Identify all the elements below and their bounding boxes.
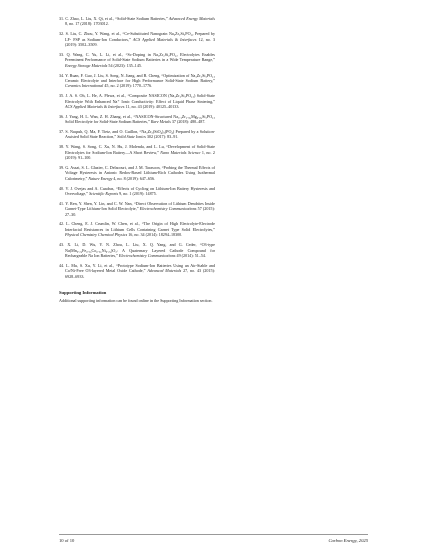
- reference-text: C. Zhao, L. Liu, X. Qi, et al., “Solid-State Sodium Batteries,”: [65, 16, 169, 21]
- reference-number: 37.: [59, 129, 65, 135]
- reference-details: 54 (2023): 135–145.: [107, 62, 142, 68]
- reference-item: [59, 165, 215, 181]
- reference-text: S. Liu, C. Zhou, Y. Wang, et al., “Ce-Substituted Nanograin Na₃Zr₂Si₂PO₁₂ Prepared by LF- FSP as Sodium-Ion Conductors,”: [65, 31, 215, 42]
- reference-item: [59, 263, 215, 279]
- reference-text: V. J. Ovejas and A. Cuadras, “Effects of Cycling on Lithium-Ion Battery Hysteresis and Overvoltage,”: [65, 185, 216, 196]
- reference-details: 1, no. 2 (2019): 91–100.: [65, 149, 215, 161]
- reference-text: G. Assat, S. L. Glazier, C. Delacourt, and J. M. Tarascon, “Probing the Thermal Effects of Voltage Hysteresis in Anionic Redox-Based Lithium-Rich Cathodes Using Isothermal Calorimetry,”: [65, 164, 215, 181]
- reference-number: 38.: [59, 144, 65, 150]
- page-number: 10 of 10: [59, 538, 75, 543]
- reference-number: 35.: [59, 93, 65, 99]
- reference-journal: Rare Metals: [150, 119, 171, 125]
- reference-number: 40.: [59, 185, 65, 191]
- reference-text: X. Li, D. Wu, Y. N. Zhou, L. Liu, X. Q. Yang, and G. Ceder, “O3-type Na(Mn₀.₂₅Fe₀.₂₅Co₀.₂₅Ni₀.₂₅)O₂: A Quaternary Layered Cathode Compound for Rechargeable Na Ion Batteries,”: [65, 242, 216, 258]
- reference-details: 57 (2015): 27–30.: [65, 206, 215, 217]
- reference-item: [59, 114, 215, 125]
- reference-number: 33.: [59, 51, 65, 57]
- reference-number: 41.: [59, 200, 65, 206]
- reference-text: Y. Ruan, F. Guo, J. Liu, S. Song, N. Jiang, and B. Cheng, “Optimization of Na₃Zr₂Si₂PO₁₂ Ceramic Electrolyte and Interface for High Performance Solid-State Sodium Battery,”: [65, 72, 215, 83]
- reference-details: 49 (2014): 51–54.: [175, 252, 206, 258]
- reference-text: L. Cheng, E. J. Crumlin, W. Chen, et al., “The Origin of High Electrolyte-Electrode Interfacial Resistances in Lithium Cells Containing Garnet Type Solid Electrolytes,”: [65, 221, 215, 232]
- supporting-info-heading: Supporting Information: [59, 290, 107, 296]
- reference-number: 34.: [59, 72, 65, 78]
- reference-text: Q. Wang, C. Yu, L. Li, et al., “Sc-Doping in Na₃Zr₂Si₂PO₁₂ Electrolytes Enables Preeminent Performance of Solid-State Sodium Batteries in a Wide Temperature Range,”: [65, 51, 215, 63]
- reference-journal: Scientific Reports: [89, 191, 119, 196]
- reference-text: S. Naqash, Q. Ma, F. Tietz, and O. Guillon, “Na₃Zr₂(SiO₄)₂(PO₄) Prepared by a Solution-Assisted Solid State Reaction,”: [65, 129, 215, 140]
- reference-details: 11, no. 43 (2019): 40125–40133.: [124, 104, 180, 110]
- reference-journal: Energy Storage Materials: [65, 62, 108, 68]
- reference-text: J. Yang, H. L. Wan, Z. H. Zhang, et al., “NASICON-Structured Na₃.₁Zr₁.₉₅Mg₀.₀₅Si₂PO₁₂ Solid Electrolyte for Solid-State Sodium Batteries,”: [65, 113, 216, 125]
- reference-number: 42.: [59, 221, 65, 227]
- reference-journal: Electrochemistry Communications: [118, 252, 176, 258]
- reference-details: 4, no. 8 (2019): 647–656.: [112, 175, 156, 181]
- reference-journal: ACS Applied Materials & Interfaces: [65, 104, 125, 110]
- reference-journal: Ceramics International: [65, 83, 104, 89]
- reference-number: 32.: [59, 31, 65, 37]
- reference-item: [59, 93, 215, 109]
- reference-details: 9, no. 1 (2019): 14875.: [118, 191, 157, 196]
- reference-text: J. A. S. Oh, L. He, A. Plewa, et al., “Composite NASICON (Na₃Zr₂Si₂PO₁₂) Solid-State Electrolyte With Enhanced Na⁺ Ionic Conductivity: Effect of Liquid Phase Sintering,”: [65, 93, 215, 104]
- reference-details: 302 (2017): 83–91.: [145, 134, 179, 140]
- reference-item: [59, 186, 215, 197]
- reference-number: 39.: [59, 164, 65, 170]
- reference-text: Y. Ren, Y. Shen, Y. Lin, and C. W. Nan, “Direct Observation of Lithium Dendrites Inside Garnet-Type Lithium-Ion Solid Electrolyte,”: [65, 200, 215, 212]
- reference-item: [59, 201, 215, 217]
- reference-journal: Advanced Materials: [147, 268, 182, 274]
- reference-item: [59, 52, 215, 68]
- reference-item: [59, 144, 215, 160]
- reference-journal: Solid State Ionics: [117, 134, 146, 140]
- reference-item: [59, 129, 215, 140]
- reference-number: 36.: [59, 113, 65, 119]
- reference-number: 43.: [59, 242, 65, 248]
- reference-details: 45, no. 2 (2019): 1770–1776.: [103, 83, 153, 89]
- reference-text: Y. Wang, S. Song, C. Xu, N. Hu, J. Molenda, and L. Lu, “Development of Solid-State Electrolytes for Sodium-Ion Battery—A Short Review,”: [65, 144, 216, 155]
- reference-list: [59, 16, 215, 279]
- reference-item: [59, 242, 215, 258]
- reference-number: 31.: [59, 16, 65, 21]
- reference-journal: Advanced Energy Materials: [168, 16, 215, 21]
- reference-text: L. Mu, S. Xu, Y. Li, et al., “Prototype Sodium-Ion Batteries Using an Air-Stable and Co/Ni-Free O3-layered Metal Oxide Cathode,”: [65, 262, 216, 274]
- reference-item: [59, 31, 215, 47]
- reference-item: [59, 73, 215, 89]
- reference-journal: Electrochemistry Communications: [139, 206, 197, 212]
- reference-number: 44.: [59, 262, 65, 268]
- reference-details: 27, no. 43 (2015): 6928–6933.: [65, 268, 215, 279]
- references-column: [59, 16, 215, 304]
- reference-item: [59, 16, 215, 27]
- reference-journal: Physical Chemistry Chemical Physics: [65, 232, 128, 238]
- reference-details: 37 (2018): 480–487.: [170, 119, 206, 125]
- supporting-info-text: Additional supporting information can be found online in the Supporting Information section.: [59, 298, 213, 304]
- reference-journal: Nature Energy: [88, 175, 113, 181]
- journal-name: Carbon Energy, 2025: [328, 538, 368, 543]
- reference-journal: ACS Applied Materials & Interfaces: [132, 36, 197, 42]
- page-footer: [59, 534, 368, 543]
- reference-item: [59, 221, 215, 237]
- reference-details: 16, no. 34 (2014): 18294–18300.: [127, 232, 183, 238]
- reference-journal: Nano Materials Science: [160, 149, 201, 155]
- reference-details: 12, no. 3 (2019): 3502–3509.: [65, 36, 215, 48]
- reference-details: 8, no. 17 (2018): 1703012.: [65, 21, 109, 27]
